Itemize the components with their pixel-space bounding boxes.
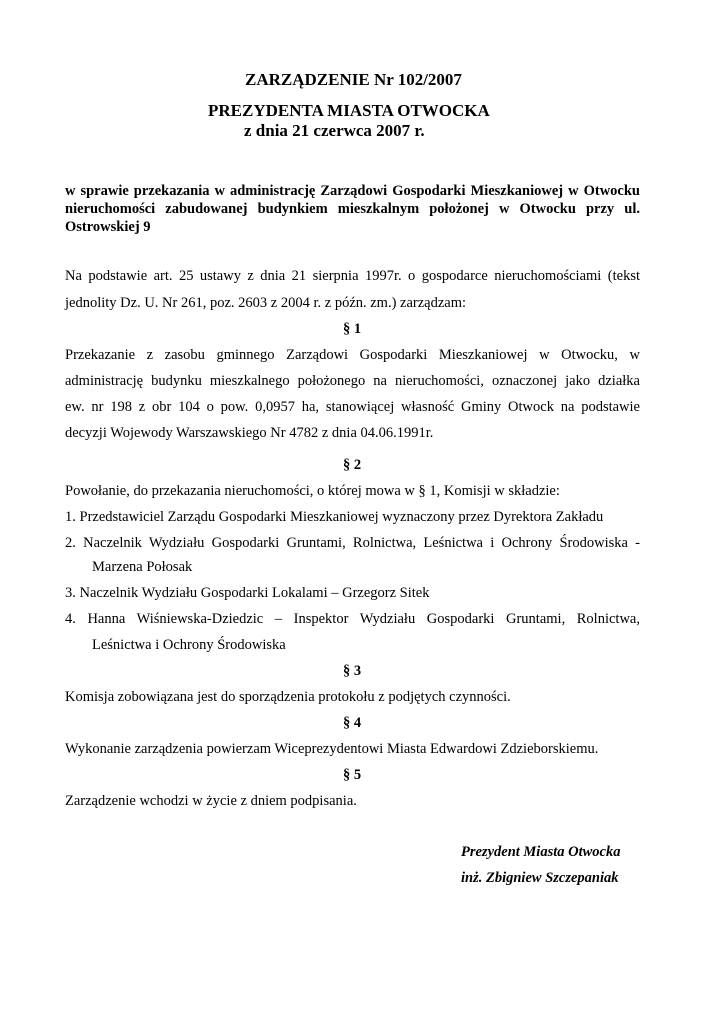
section-1-heading: § 1 <box>342 321 362 337</box>
committee-member-2-name: Marzena Połosak <box>92 559 193 575</box>
document-title: ZARZĄDZENIE Nr 102/2007 <box>245 70 462 89</box>
section-1-line-1: Przekazanie z zasobu gminnego Zarządowi Gospodarki Mieszkaniowej w Otwocku, w <box>65 347 640 363</box>
committee-member-3: 3. Naczelnik Wydziału Gospodarki Lokalami – Grzegorz Sitek <box>65 585 430 601</box>
committee-member-4: 4. Hanna Wiśniewska-Dziedzic – Inspektor Wydziału Gospodarki Gruntami, Rolnictwa, <box>65 611 640 627</box>
issuer-title: PREZYDENTA MIASTA OTWOCKA <box>208 101 490 120</box>
committee-member-2: 2. Naczelnik Wydziału Gospodarki Gruntami, Rolnictwa, Leśnictwa i Ochrony Środowiska - <box>65 535 640 551</box>
committee-member-4-continued: Leśnictwa i Ochrony Środowiska <box>92 637 286 653</box>
preamble-line-1: Na podstawie art. 25 ustawy z dnia 21 sierpnia 1997r. o gospodarce nieruchomościami (tekst <box>65 268 640 284</box>
section-4-heading: § 4 <box>342 715 362 731</box>
section-1-line-4: decyzji Wojewody Warszawskiego Nr 4782 z dnia 04.06.1991r. <box>65 425 434 441</box>
section-1-line-3: ew. nr 198 z obr 104 o pow. 0,0957 ha, stanowiącej własność Gminy Otwock na podstawie <box>65 399 640 415</box>
committee-member-1: 1. Przedstawiciel Zarządu Gospodarki Mieszkaniowej wyznaczony przez Dyrektora Zakładu <box>65 509 604 525</box>
signature-title: Prezydent Miasta Otwocka <box>461 844 621 860</box>
subject-line-1: w sprawie przekazania w administrację Zarządowi Gospodarki Mieszkaniowej w Otwocku <box>65 183 640 199</box>
signature-name: inż. Zbigniew Szczepaniak <box>461 870 619 886</box>
section-4-text: Wykonanie zarządzenia powierzam Wiceprezydentowi Miasta Edwardowi Zdzieborskiemu. <box>65 741 599 757</box>
preamble-line-2: jednolity Dz. U. Nr 261, poz. 2603 z 2004 r. z późn. zm.) zarządzam: <box>65 295 467 311</box>
section-2-intro: Powołanie, do przekazania nieruchomości, o której mowa w § 1, Komisji w składzie: <box>65 483 560 499</box>
section-5-heading: § 5 <box>342 767 362 783</box>
document-date: z dnia 21 czerwca 2007 r. <box>244 121 425 140</box>
subject-line-2: nieruchomości zabudowanej budynkiem mieszkalnym położonej w Otwocku przy ul. <box>65 201 640 217</box>
section-1-line-2: administrację budynku mieszkalnego położonego na nieruchomości, oznaczonej jako działka <box>65 373 640 389</box>
section-2-heading: § 2 <box>342 457 362 473</box>
section-3-text: Komisja zobowiązana jest do sporządzenia protokołu z podjętych czynności. <box>65 689 511 705</box>
section-3-heading: § 3 <box>342 663 362 679</box>
section-5-text: Zarządzenie wchodzi w życie z dniem podpisania. <box>65 793 357 809</box>
subject-line-3: Ostrowskiej 9 <box>65 219 151 235</box>
